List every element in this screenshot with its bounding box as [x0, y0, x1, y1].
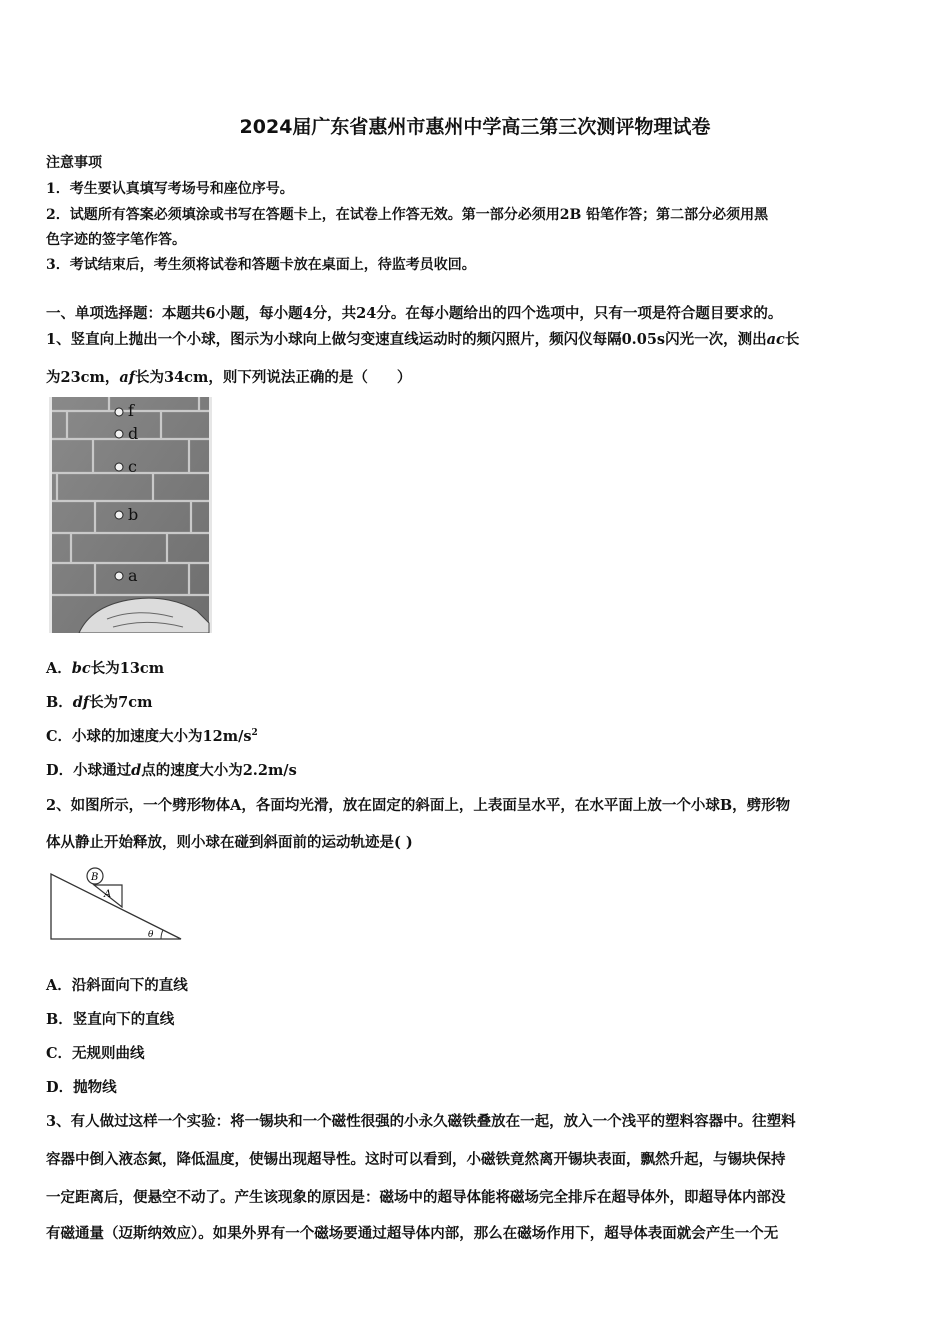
notice-heading: 注意事项	[46, 155, 102, 171]
notice-item: 3．考试结束后，考生须将试卷和答题卡放在桌面上，待监考员收回。	[46, 257, 476, 273]
figure-label-angle: θ	[148, 930, 154, 940]
notice-item: 色字迹的签字笔作答。	[46, 232, 186, 248]
q1-option-d[interactable]: D．小球通过d点的速度大小为2.2m/s	[46, 762, 297, 779]
notice-item: 1．考生要认真填写考场号和座位序号。	[46, 181, 294, 197]
question-2-line-2: 体从静止开始释放，则小球在碰到斜面前的运动轨迹是( )	[46, 834, 413, 851]
ball-c	[115, 463, 123, 471]
photo-label-d: d	[128, 424, 139, 443]
exam-title: 2024届广东省惠州市惠州中学高三第三次测评物理试卷	[239, 116, 711, 138]
figure-label-ball: B	[91, 872, 99, 883]
photo-label-a: a	[128, 566, 138, 585]
q2-option-a[interactable]: A．沿斜面向下的直线	[46, 977, 188, 994]
photo-label-b: b	[128, 505, 139, 524]
photo-label-f: f	[128, 401, 134, 420]
figure-label-wedge: A	[104, 889, 112, 900]
incline-wedge-figure	[49, 866, 185, 942]
section-heading: 一、单项选择题：本题共6小题，每小题4分，共24分。在每小题给出的四个选项中，只有一项是符合题目要求的。	[46, 305, 783, 322]
ball-a	[115, 572, 123, 580]
ball-b	[115, 511, 123, 519]
q2-option-c[interactable]: C．无规则曲线	[46, 1045, 145, 1062]
question-3-line: 容器中倒入液态氮，降低温度，使锡出现超导性。这时可以看到，小磁铁竟然离开锡块表面，飘然升起，与锡块保持	[46, 1151, 786, 1168]
question-1-line-1: 1、竖直向上抛出一个小球，图示为小球向上做匀变速直线运动时的频闪照片，频闪仪每隔0.05s闪光一次，测出ac长	[46, 331, 800, 348]
q2-option-d[interactable]: D．抛物线	[46, 1079, 117, 1096]
ball-d	[115, 430, 123, 438]
photo-label-c: c	[128, 457, 137, 476]
q1-option-a[interactable]: A．bc长为13cm	[46, 660, 165, 677]
question-1-line-2: 为23cm，af长为34cm，则下列说法正确的是（ ）	[46, 369, 412, 386]
question-2-line-1: 2、如图所示，一个劈形物体A，各面均光滑，放在固定的斜面上，上表面呈水平，在水平面上放一个小球B，劈形物	[46, 797, 791, 814]
q1-option-c[interactable]: C．小球的加速度大小为$12m/s^2$	[46, 728, 258, 745]
q1-option-b[interactable]: B．df长为7cm	[46, 694, 153, 711]
notice-item: 2．试题所有答案必须填涂或书写在答题卡上，在试卷上作答无效。第一部分必须用2B 铅笔作答；第二部分必须用黑	[46, 207, 769, 223]
question-3-line: 3、有人做过这样一个实验：将一锡块和一个磁性很强的小永久磁铁叠放在一起，放入一个浅平的塑料容器中。往塑料	[46, 1113, 796, 1130]
question-3-line: 一定距离后，便悬空不动了。产生该现象的原因是：磁场中的超导体能将磁场完全排斥在超导体外，即超导体内部没	[46, 1189, 786, 1206]
q2-option-b[interactable]: B．竖直向下的直线	[46, 1011, 175, 1028]
ball-f	[115, 408, 123, 416]
question-3-line: 有磁通量（迈斯纳效应）。如果外界有一个磁场要通过超导体内部，那么在磁场作用下，超导体表面就会产生一个无	[46, 1225, 779, 1242]
strobe-photo-figure	[49, 397, 212, 633]
